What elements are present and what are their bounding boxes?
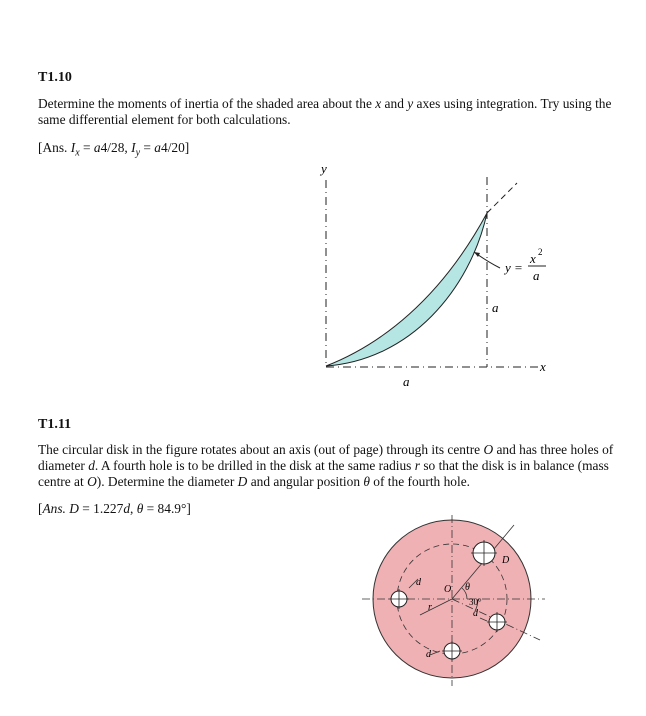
statement-var: d bbox=[88, 458, 95, 473]
label-angle: 30° bbox=[469, 597, 482, 607]
iy-rest: 4/20] bbox=[161, 140, 190, 155]
equation-denominator: a bbox=[533, 268, 540, 283]
ix-symbol: I bbox=[70, 140, 76, 155]
y-axis-label: y bbox=[321, 161, 327, 176]
statement-var: O bbox=[87, 474, 97, 489]
statement-text: Determine the moments of inertia of the shaded area about the bbox=[38, 96, 376, 111]
label-d-bottom: d bbox=[426, 649, 431, 660]
label-r: r bbox=[428, 602, 432, 613]
statement-text: axes using integration. Try using the same differential element for both calculations. bbox=[38, 96, 612, 127]
problem-heading: T1.11 bbox=[38, 417, 72, 432]
problem-heading: T1.10 bbox=[38, 70, 72, 85]
statement-var: θ bbox=[363, 474, 370, 489]
statement-text: The circular disk in the figure rotates about an axis (out of page) through its centre bbox=[38, 442, 484, 457]
statement-text: and bbox=[381, 96, 408, 111]
iy-value: a bbox=[154, 140, 161, 155]
ix-subscript: x bbox=[75, 147, 80, 159]
statement-text: of the fourth hole. bbox=[369, 474, 470, 489]
statement-text: ). Determine the diameter bbox=[96, 474, 238, 489]
statement-text: and has three holes of diameter bbox=[38, 442, 614, 473]
answer-prefix: [ bbox=[38, 501, 43, 516]
answer-separator: , bbox=[130, 501, 137, 516]
equation-exponent: 2 bbox=[538, 247, 543, 257]
d-variable: d bbox=[123, 501, 131, 516]
ix-rest: 4/28, bbox=[100, 140, 132, 155]
theta-value: = 84.9°] bbox=[143, 501, 191, 516]
x-axis-label: x bbox=[540, 359, 546, 374]
equation-lhs: y = bbox=[505, 260, 523, 275]
statement-var: x bbox=[375, 96, 382, 111]
ix-equals: = bbox=[79, 140, 94, 155]
dimension-bottom: a bbox=[403, 374, 410, 389]
answer-prefix: [Ans. bbox=[38, 140, 71, 155]
label-theta: θ bbox=[465, 582, 470, 593]
dimension-right: a bbox=[492, 300, 499, 315]
ix-value: a bbox=[93, 140, 101, 155]
equation-numerator: x bbox=[530, 251, 536, 266]
statement-text: . A fourth hole is to be drilled in the disk at the same radius bbox=[94, 458, 415, 473]
statement-var: r bbox=[414, 458, 420, 473]
statement-var: D bbox=[237, 474, 248, 489]
iy-symbol: I bbox=[131, 140, 136, 155]
statement-text: so that the disk is in balance (mass centre at bbox=[38, 458, 609, 489]
statement-var: O bbox=[483, 442, 494, 457]
label-O: O bbox=[444, 584, 452, 595]
label-d-left: d bbox=[416, 577, 421, 588]
iy-equals: = bbox=[140, 140, 155, 155]
theta-symbol: θ bbox=[136, 501, 144, 516]
answer-label: Ans. bbox=[42, 501, 66, 516]
statement-var: y bbox=[407, 96, 414, 111]
d-value: = 1.227 bbox=[78, 501, 124, 516]
iy-subscript: y bbox=[135, 147, 141, 159]
statement-text: and angular position bbox=[247, 474, 364, 489]
label-D: D bbox=[502, 555, 510, 566]
d-symbol: D bbox=[65, 501, 79, 516]
label-d-right: d bbox=[473, 608, 478, 619]
